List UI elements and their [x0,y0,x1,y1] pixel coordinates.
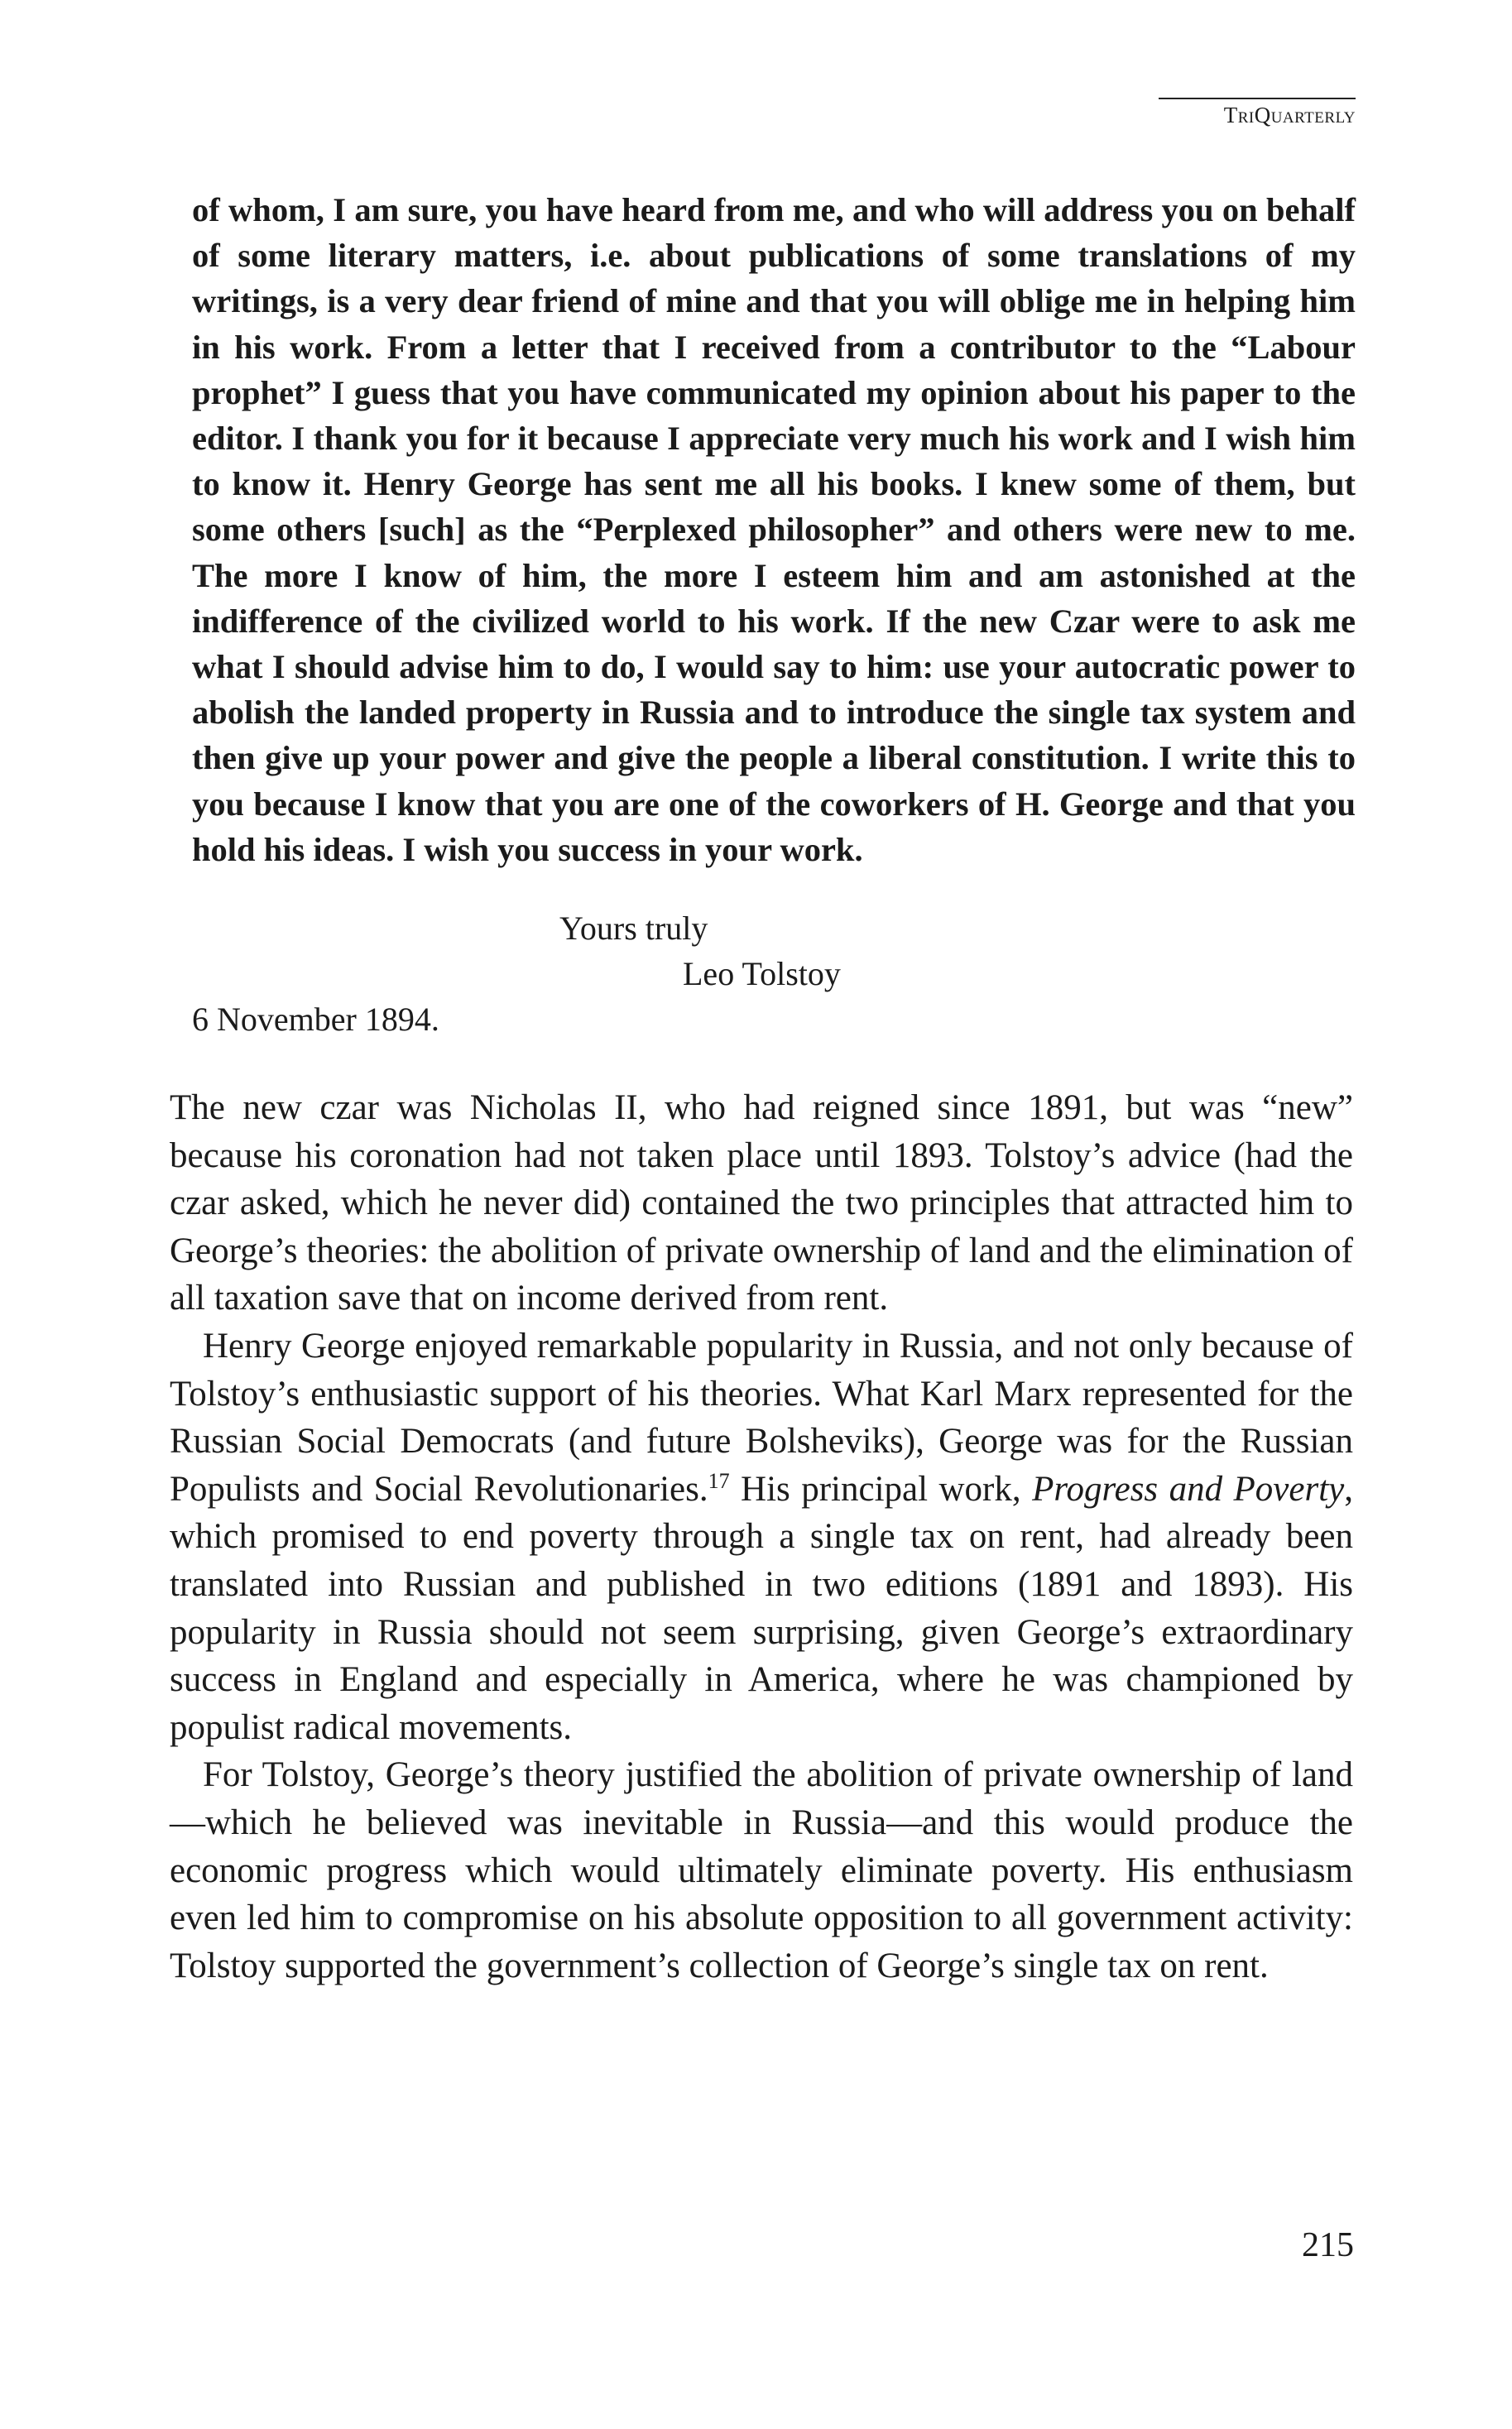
paragraph-2-text-c: , which promised to end poverty through a single tax on rent, had already been translated into Russian and published in two editions (1891 and 1893). His popularity in Russia should not seem surprising, given George’s extraordinary success in England and especially in America, where he was championed by populist radical movements. [170,1469,1353,1747]
paragraph-3: For Tolstoy, George’s theory justified the abolition of private ownership of land—which he believed was inevitable in Russia—and this would produce the economic progress which would ultimately eliminate poverty. His enthusiasm even led him to compromise on his absolute opposition to all government activity: Tolstoy supported the government’s collection of George’s single tax on rent. [170,1755,1353,1985]
quoted-letter [192,187,1356,872]
paragraph-2-text-b: His principal work, [729,1469,1033,1509]
letter-closing: Yours truly [559,910,708,947]
book-title: Progress and Poverty [1032,1469,1345,1509]
footnote-marker: 17 [708,1468,730,1493]
running-head: TriQuarterly [1159,98,1356,128]
letter-date: 6 November 1894. [192,1001,439,1038]
article-body [170,1084,1353,1990]
paragraph-2-text-a: Henry George enjoyed remarkable popularity in Russia, and not only because of Tolstoy’s enthusiastic support of his theories. What Karl Marx represented for the Russian Social Democrats (and future Bolsheviks), George was for the Russian Populists and Social Revolutionaries. [170,1326,1353,1509]
letter-signature: Leo Tolstoy [683,955,841,992]
letter-body: of whom, I am sure, you have heard from me, and who will address you on behalf of some literary matters, i.e. about publications of some translations of my writings, is a very dear friend of mine and that you will oblige me in helping him in his work. From a letter that I received from a contributor to the “Labour prophet” I guess that you have communicated my opinion about his paper to the editor. I thank you for it because I appreciate very much his work and I wish him to know it. Henry George has sent me all his books. I knew some of them, but some others [such] as the “Perplexed philosopher” and others were new to me. The more I know of him, the more I esteem him and am astonished at the indifference of the civilized world to his work. If the new Czar were to ask me what I should advise him to do, I would say to him: use your autocratic power to abolish the landed property in Russia and to introduce the single tax system and then give up your power and give the people a liberal constitution. I write this to you because I know that you are one of the coworkers of H. George and that you hold his ideas. I wish you success in your work. [192,191,1356,868]
paragraph-2 [170,1323,1353,1751]
paragraph-1: The new czar was Nicholas II, who had reigned since 1891, but was “new” because his coronation had not taken place until 1893. Tolstoy’s advice (had the czar asked, which he never did) contained the two principles that attracted him to George’s theories: the abolition of private ownership of land and the elimination of all taxation save that on income derived from rent. [170,1088,1353,1318]
page-number: 215 [1302,2226,1354,2264]
